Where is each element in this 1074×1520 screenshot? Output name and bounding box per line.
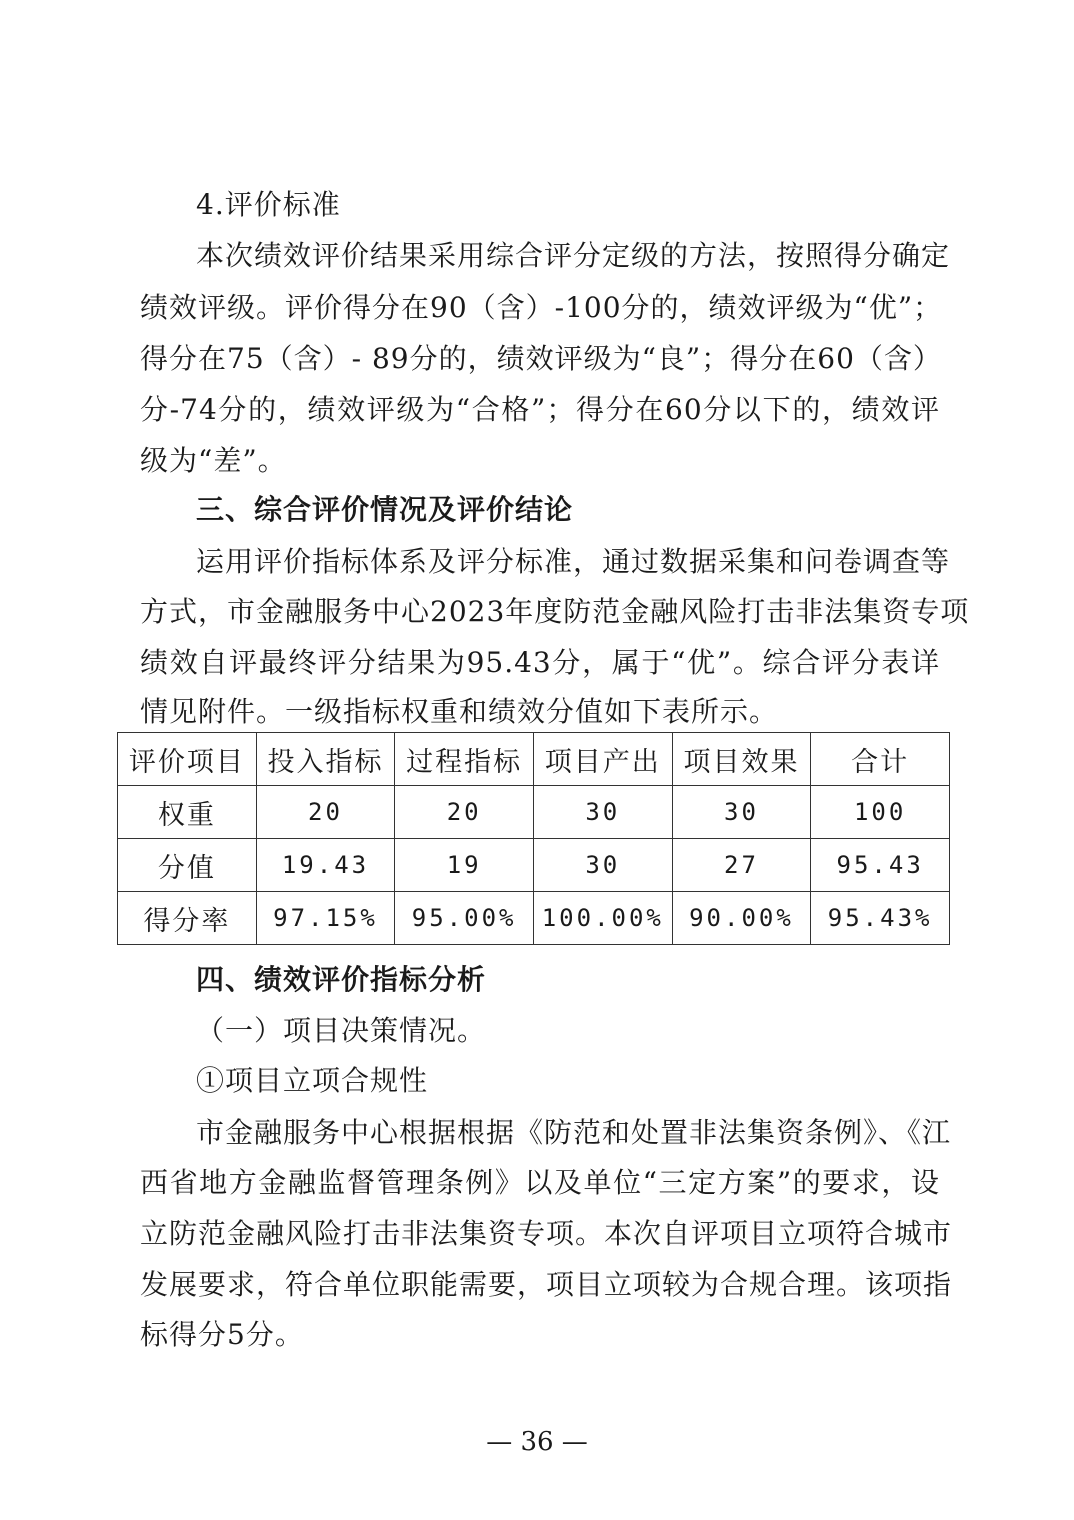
paragraph-2-line-3: 绩效自评最终评分结果为95.43分，属于“优”。综合评分表详 <box>140 646 940 679</box>
table-cell: 95.43% <box>811 892 950 945</box>
table-header-cell: 项目效果 <box>672 733 811 786</box>
table-cell: 100.00% <box>533 892 672 945</box>
paragraph-1-line-1: 本次绩效评价结果采用综合评分定级的方法，按照得分确定 <box>196 239 951 272</box>
table-cell: 20 <box>256 786 395 839</box>
item-1-title: ①项目立项合规性 <box>196 1064 429 1097</box>
heading-section-3: 三、综合评价情况及评价结论 <box>196 493 574 526</box>
table-header-cell: 过程指标 <box>395 733 534 786</box>
table-header-cell: 投入指标 <box>256 733 395 786</box>
table-cell: 20 <box>395 786 534 839</box>
table-row-rate <box>118 892 950 945</box>
table-cell: 19 <box>395 839 534 892</box>
table-cell: 19.43 <box>256 839 395 892</box>
table-cell: 95.43 <box>811 839 950 892</box>
table-cell: 95.00% <box>395 892 534 945</box>
table-header-cell: 合计 <box>811 733 950 786</box>
paragraph-1-line-3: 得分在75（含）- 89分的，绩效评级为“良”；得分在60（含） <box>140 342 942 375</box>
paragraph-3-line-4: 发展要求，符合单位职能需要，项目立项较为合规合理。该项指 <box>140 1268 953 1301</box>
page-number: — 36 — <box>486 1427 588 1457</box>
paragraph-1-line-4: 分-74分的，绩效评级为“合格”；得分在60分以下的，绩效评 <box>140 393 940 426</box>
paragraph-1-line-5: 级为“差”。 <box>140 444 287 477</box>
paragraph-3-line-3: 立防范金融风险打击非法集资专项。本次自评项目立项符合城市 <box>140 1217 953 1250</box>
table-cell: 30 <box>533 786 672 839</box>
section-4-title: 4.评价标准 <box>196 188 341 221</box>
score-table <box>117 732 950 945</box>
table-cell: 30 <box>533 839 672 892</box>
table-row-label: 得分率 <box>118 892 257 945</box>
paragraph-3-line-5: 标得分5分。 <box>140 1318 304 1351</box>
paragraph-3-line-2: 西省地方金融监督管理条例》以及单位“三定方案”的要求，设 <box>140 1166 940 1199</box>
subheading-project-decision: （一）项目决策情况。 <box>196 1014 487 1047</box>
paragraph-1-line-2: 绩效评级。评价得分在90（含）-100分的，绩效评级为“优”； <box>140 291 943 324</box>
table-header-cell: 评价项目 <box>118 733 257 786</box>
table-cell: 30 <box>672 786 811 839</box>
table-cell: 97.15% <box>256 892 395 945</box>
paragraph-2-line-1: 运用评价指标体系及评分标准，通过数据采集和问卷调查等 <box>196 545 951 578</box>
table-cell: 27 <box>672 839 811 892</box>
table-row-label: 分值 <box>118 839 257 892</box>
table-row-weight <box>118 786 950 839</box>
table-header-cell: 项目产出 <box>533 733 672 786</box>
table-cell: 90.00% <box>672 892 811 945</box>
paragraph-2-line-2: 方式，市金融服务中心2023年度防范金融风险打击非法集资专项 <box>140 595 970 628</box>
paragraph-3-line-1: 市金融服务中心根据根据《防范和处置非法集资条例》、《江 <box>196 1116 952 1149</box>
table-row-label: 权重 <box>118 786 257 839</box>
table-row-score <box>118 839 950 892</box>
heading-section-4: 四、绩效评价指标分析 <box>196 963 487 996</box>
paragraph-2-line-4: 情见附件。一级指标权重和绩效分值如下表所示。 <box>140 695 779 728</box>
table-header-row <box>118 733 950 786</box>
table-cell: 100 <box>811 786 950 839</box>
